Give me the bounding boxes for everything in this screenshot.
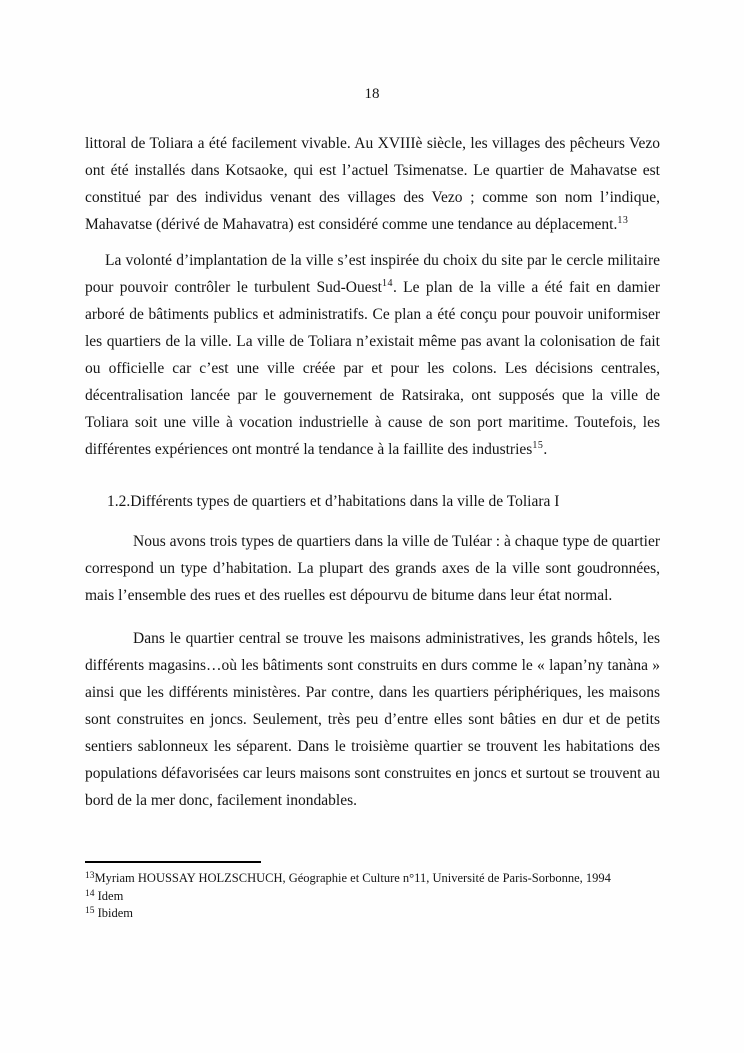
footnote-13 — [85, 870, 670, 888]
footnote-14-text: Idem — [94, 888, 124, 903]
footnote-ref-13: 13 — [617, 215, 629, 226]
footnote-13-ref: 13 — [85, 871, 95, 881]
paragraph-4: Dans le quartier central se trouve les maisons administratives, les grands hôtels, les différents magasins…où les bâtiments sont construits en durs comme le « lapan’ny tanàna » ainsi que les différents ministères. Par contre, dans les quartiers périphériques, les maisons sont construites en joncs. Seulement, très peu d’entre elles sont bâties en dur et de petits sentiers sablonneux les séparent. Dans le troisième quartier se trouvent les habitations des populations défavorisées car leurs maisons sont construites en joncs et surtout se trouvent au bord de la mer donc, facilement inondables. — [85, 630, 660, 809]
footnote-15-text: Ibidem — [94, 906, 134, 920]
footnote-15 — [85, 905, 670, 923]
paragraph-2 — [85, 247, 660, 463]
footnote-14 — [85, 888, 670, 906]
paragraph-1 — [85, 130, 660, 238]
footnote-ref-14: 14 — [381, 278, 393, 289]
paragraph-3: Nous avons trois types de quartiers dans la ville de Tuléar : à chaque type de quartier correspond un type d’habitation. La plupart des grands axes de la ville sont goudronnées, mais l’ensemble des rues et des ruelles est dépourvu de bitume dans leur état normal. — [85, 533, 660, 604]
section-heading: 1.2.Différents types de quartiers et d’habitations dans la ville de Toliara I — [107, 493, 560, 510]
paragraph-1-text: littoral de Toliara a été facilement vivable. Au XVIIIè siècle, les villages des pêcheurs Vezo ont été installés dans Kotsaoke, qui est l’actuel Tsimenatse. Le quartier de Mahavatse est constitué par des individus venant des villages des Vezo ; comme son nom l’indique, Mahavatse (dérivé de Mahavatra) est considéré comme une tendance au déplacement. — [85, 135, 660, 233]
paragraph-2-text-c: . — [543, 441, 548, 458]
footnote-ref-15: 15 — [532, 440, 544, 451]
footnote-14-ref: 14 — [85, 888, 95, 899]
footnote-separator — [85, 861, 261, 863]
page-content — [85, 130, 660, 814]
footnote-13-text: Myriam HOUSSAY HOLZSCHUCH, Géographie et Culture n°11, Université de Paris-Sorbonne, 1994 — [94, 871, 611, 885]
footnotes-section — [85, 861, 670, 923]
footnote-15-ref: 15 — [85, 906, 95, 916]
paragraph-2-text-a: La volonté d’implantation de la ville s’est inspirée du choix du site par le cercle militaire pour pouvoir contrôler le turbulent Sud-Ouest — [85, 252, 660, 296]
paragraph-2-text-b: . Le plan de la ville a été fait en damier arboré de bâtiments publics et administratifs. Ce plan a été conçu pour pouvoir uniformiser les quartiers de la ville. La ville de Toliara n’existait même pas avant la colonisation de fait ou officielle car c’est une ville créée par et pour les colons. Les décisions centrales, décentralisation lancée par le gouvernement de Ratsiraka, ont supposés que la ville de Toliara soit une ville à vocation industrielle à cause de son port maritime. Toutefois, les différentes expériences ont montré la tendance à la faillite des industries — [85, 279, 660, 458]
page-number: 18 — [364, 86, 380, 102]
